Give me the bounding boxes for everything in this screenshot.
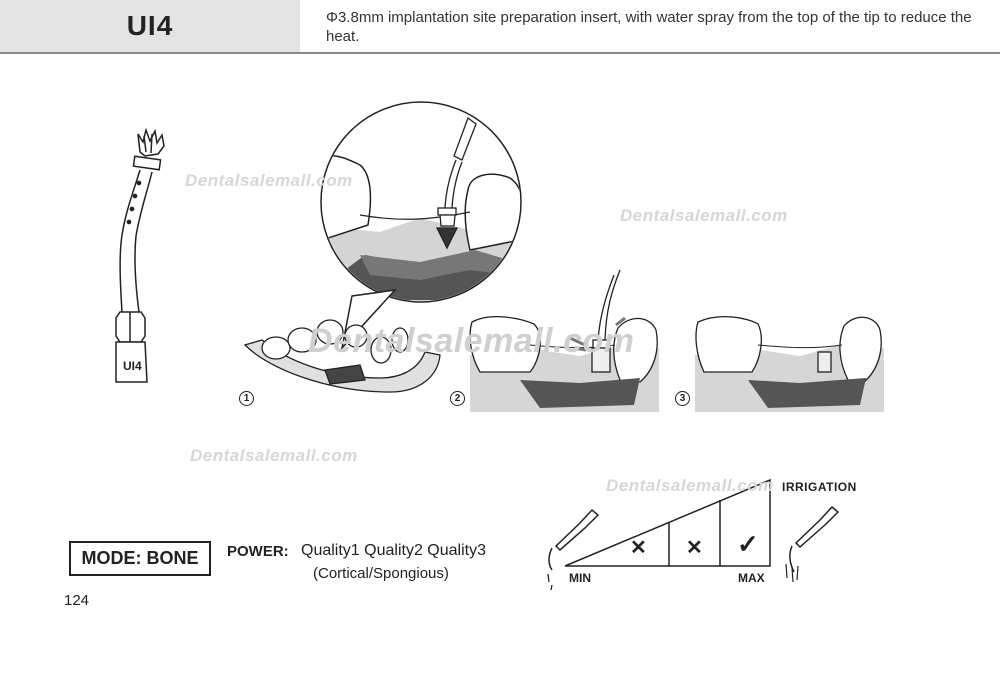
watermark: Dentalsalemall.com	[620, 206, 788, 225]
insert-description: Φ3.8mm implantation site preparation insert, with water spray from the top of the tip to reduce the heat.	[326, 9, 972, 45]
irrigation-cell-3-check-icon: ✓	[737, 529, 759, 559]
step-1-badge: 1	[239, 391, 254, 406]
watermark: Dentalsalemall.com	[606, 476, 774, 495]
irrigation-max-label: MAX	[738, 571, 765, 585]
tool-label: UI4	[123, 359, 142, 373]
watermark-large: Dentalsalemall.com	[308, 322, 635, 360]
insert-tool-drawing	[116, 130, 164, 382]
step-2-badge: 2	[450, 391, 465, 406]
irrigation-cell-1-x-icon: ✕	[630, 537, 647, 559]
panel-3-drawing	[695, 316, 884, 412]
step-3-badge: 3	[675, 391, 690, 406]
power-values: Quality1 Quality2 Quality3	[301, 542, 486, 559]
irrigation-min-label: MIN	[569, 571, 591, 585]
page-number: 124	[64, 592, 90, 609]
power-subtitle: (Cortical/Spongious)	[313, 565, 449, 582]
mode-badge: MODE: BONE	[69, 541, 211, 576]
power-label: POWER:	[227, 543, 289, 560]
page-title: UI4	[126, 10, 174, 41]
magnifier-drawing	[310, 102, 540, 348]
watermark: Dentalsalemall.com	[190, 446, 358, 465]
irrigation-label: IRRIGATION	[782, 480, 857, 494]
watermark: Dentalsalemall.com	[185, 171, 353, 190]
irrigation-cell-2-x-icon: ✕	[686, 537, 703, 559]
